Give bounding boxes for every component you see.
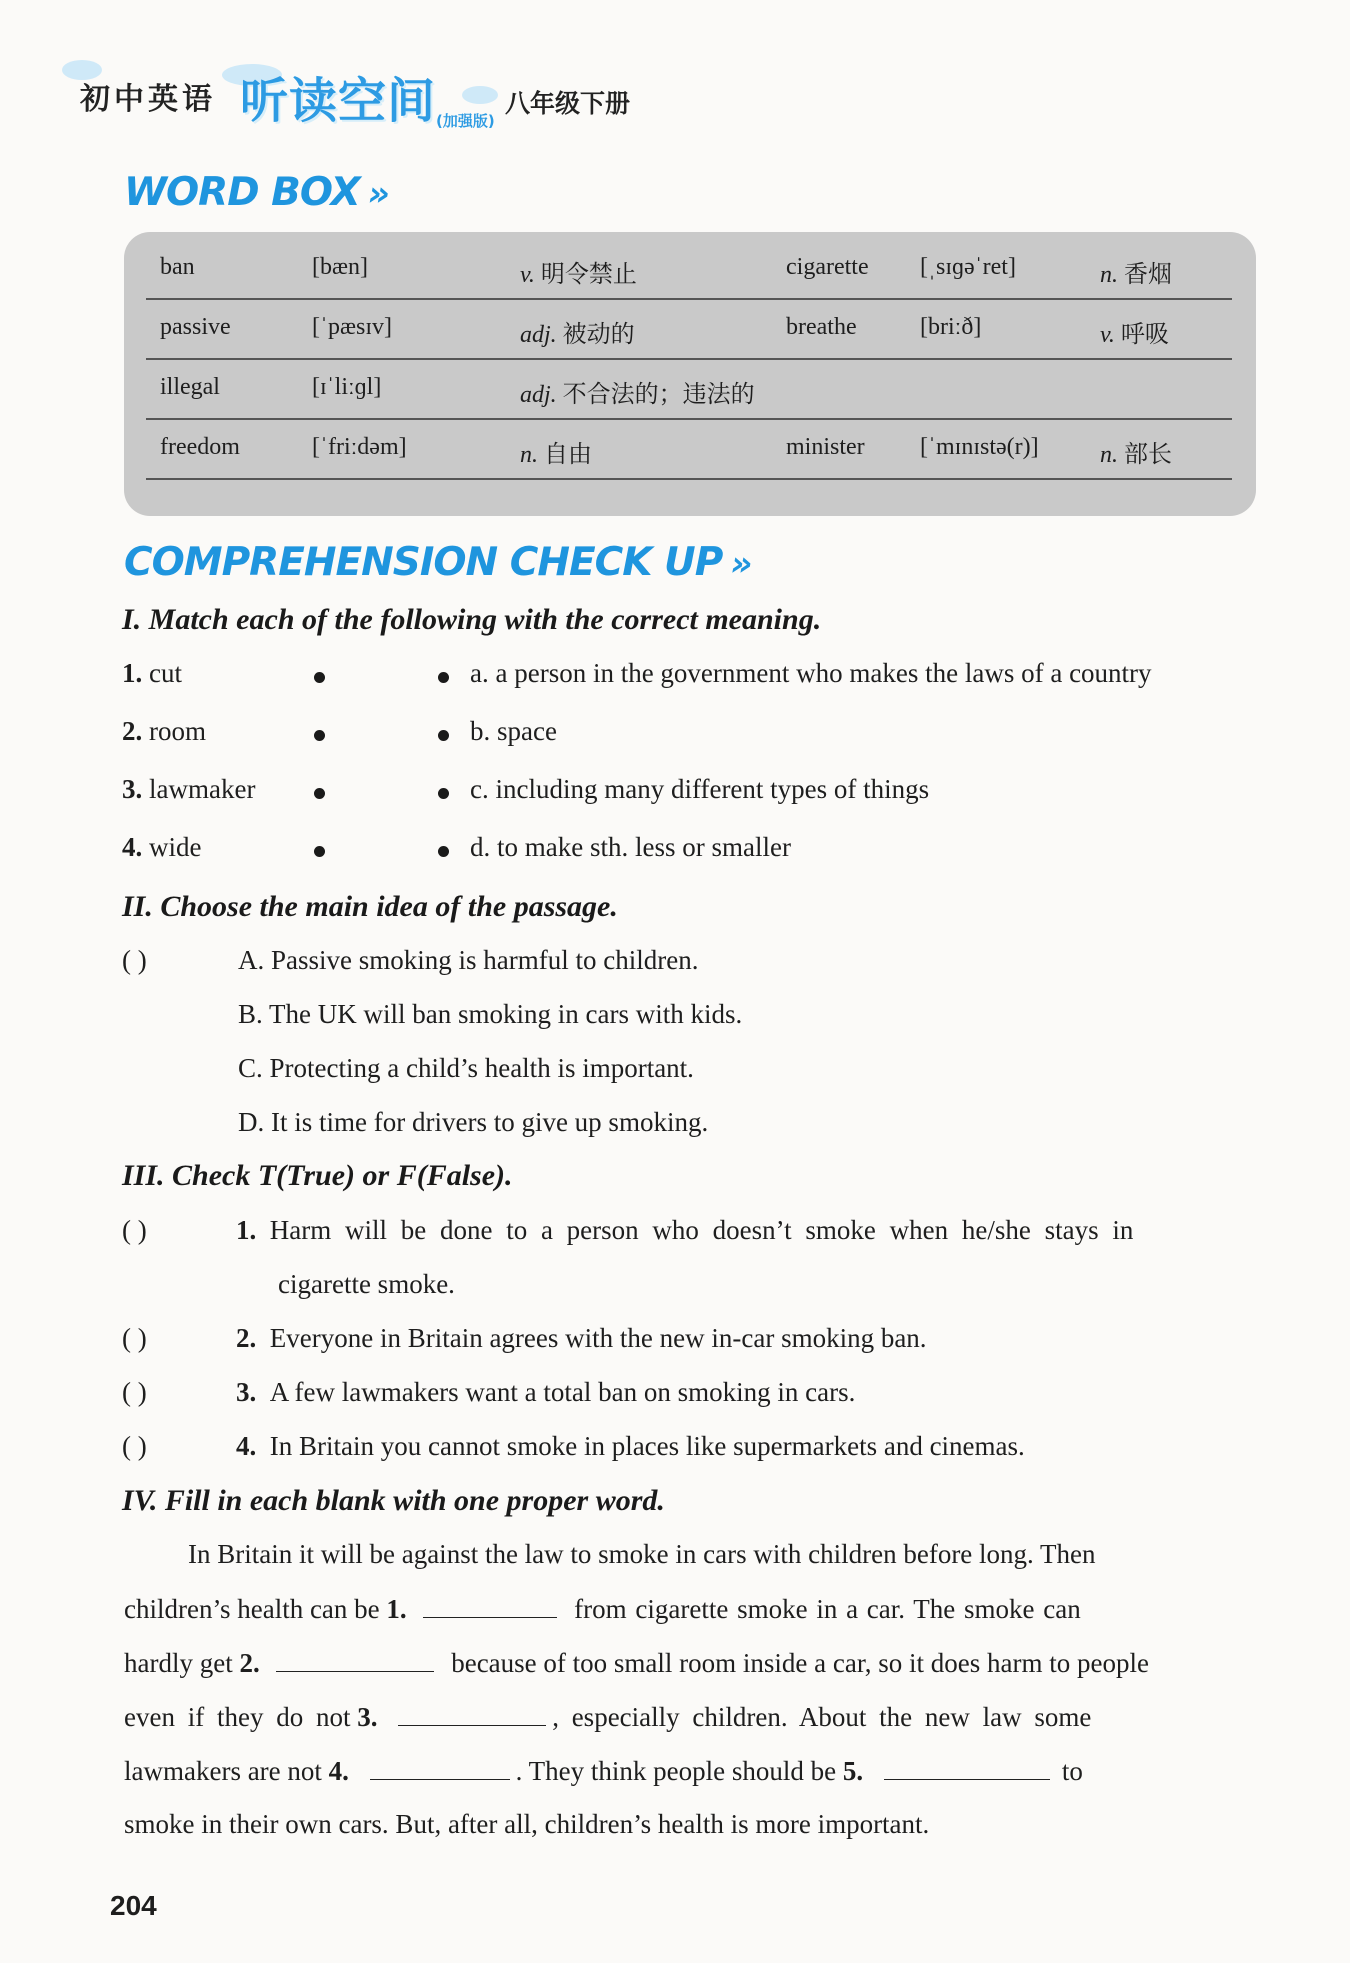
meaning: n. 自由 [520, 442, 592, 468]
exercise-4-heading: IV. Fill in each blank with one proper word. [122, 1484, 665, 1517]
brand-logo: 听读空间 [240, 73, 437, 129]
word-row [146, 420, 1232, 480]
match-left-item: 4. wide [122, 832, 202, 862]
choice-option: B. The UK will ban smoking in cars with kids. [238, 999, 743, 1029]
match-dot-left[interactable] [314, 730, 325, 741]
meaning: adj. 不合法的；违法的 [520, 382, 755, 408]
match-right-item: a. a person in the government who makes the laws of a country [470, 658, 1152, 688]
match-left-item: 2. room [122, 716, 206, 746]
passage-line: smoke in their own cars. But, after all, children’s health is more important. [124, 1809, 930, 1839]
match-left-item: 3. lawmaker [122, 774, 256, 804]
choice-option: D. It is time for drivers to give up smoking. [238, 1107, 709, 1137]
fill-blank-1[interactable] [423, 1593, 557, 1618]
word: passive [160, 314, 231, 340]
passage-line: hardly get 2. because of too small room inside a car, so it does harm to people [124, 1648, 1149, 1678]
fill-blank-3[interactable] [398, 1701, 546, 1726]
phonetic: [ˈfriːdəm] [312, 434, 407, 460]
meaning: n. 香烟 [1100, 262, 1172, 288]
match-dot-left[interactable] [314, 672, 325, 683]
phonetic: [briːð] [920, 314, 982, 340]
meaning: v. 明令禁止 [520, 262, 637, 288]
exercise-3-heading: III. Check T(True) or F(False). [122, 1159, 513, 1192]
match-left-item: 1. cut [122, 658, 182, 688]
passage-line: lawmakers are not 4. . They think people should be 5. to [124, 1756, 1083, 1786]
word: breathe [786, 314, 857, 340]
cloud-decoration [462, 86, 498, 104]
exercise-2-heading: II. Choose the main idea of the passage. [122, 890, 618, 923]
answer-bracket[interactable]: ( ) [122, 1431, 147, 1461]
grade-label: 八年级下册 [505, 89, 631, 118]
word: ban [160, 254, 195, 280]
choice-option: A. Passive smoking is harmful to children. [238, 945, 699, 975]
word: cigarette [786, 254, 869, 280]
match-dot-left[interactable] [314, 846, 325, 857]
fill-blank-5[interactable] [884, 1755, 1050, 1780]
word: minister [786, 434, 865, 460]
match-dot-right[interactable] [438, 846, 449, 857]
word-box [124, 232, 1256, 516]
passage-line: In Britain it will be against the law to smoke in cars with children before long. Then [188, 1539, 1096, 1569]
exercise-1-heading: I. Match each of the following with the correct meaning. [122, 603, 822, 636]
phonetic: [ɪˈliːɡl] [312, 374, 382, 400]
answer-bracket[interactable]: ( ) [122, 945, 147, 975]
word: freedom [160, 434, 240, 460]
true-false-item: 2. Everyone in Britain agrees with the new in-car smoking ban. [236, 1323, 927, 1353]
choice-option: C. Protecting a child’s health is important. [238, 1053, 694, 1083]
passage-line: even if they do not 3. , especially children. About the new law some [124, 1702, 1092, 1732]
match-right-item: b. space [470, 716, 557, 746]
answer-bracket[interactable]: ( ) [122, 1377, 147, 1407]
word-row [146, 240, 1232, 300]
match-dot-right[interactable] [438, 730, 449, 741]
word: illegal [160, 374, 220, 400]
passage-line: children’s health can be 1. from cigarette smoke in a car. The smoke can [124, 1594, 1081, 1624]
true-false-item: 1. Harm will be done to a person who doesn’t smoke when he/she stays in [236, 1215, 1134, 1245]
meaning: n. 部长 [1100, 442, 1172, 468]
word-row [146, 300, 1232, 360]
phonetic: [bæn] [312, 254, 368, 280]
match-dot-right[interactable] [438, 788, 449, 799]
phonetic: [ˈpæsɪv] [312, 314, 392, 340]
edition-label: (加强版) [436, 112, 495, 130]
answer-bracket[interactable]: ( ) [122, 1215, 147, 1245]
page-number: 204 [110, 1890, 157, 1921]
match-right-item: d. to make sth. less or smaller [470, 832, 791, 862]
meaning: adj. 被动的 [520, 322, 635, 348]
true-false-item: 3. A few lawmakers want a total ban on smoking in cars. [236, 1377, 856, 1407]
match-dot-right[interactable] [438, 672, 449, 683]
fill-blank-4[interactable] [370, 1755, 510, 1780]
word-row [146, 360, 1232, 420]
series-title: 初中英语 [80, 82, 216, 117]
fill-blank-2[interactable] [276, 1647, 434, 1672]
double-chevron-icon: » [730, 544, 752, 584]
phonetic: [ˈmɪnɪstə(r)] [920, 434, 1039, 460]
match-right-item: c. including many different types of things [470, 774, 930, 804]
meaning: v. 呼吸 [1100, 322, 1169, 348]
phonetic: [ˌsɪɡəˈret] [920, 254, 1016, 280]
answer-bracket[interactable]: ( ) [122, 1323, 147, 1353]
true-false-item: 4. In Britain you cannot smoke in places like supermarkets and cinemas. [236, 1431, 1025, 1461]
comprehension-heading: COMPREHENSION CHECK UP » [124, 540, 752, 585]
double-chevron-icon: » [367, 174, 389, 214]
word-box-heading: WORD BOX » [124, 170, 389, 215]
true-false-item-cont: cigarette smoke. [278, 1269, 455, 1299]
match-dot-left[interactable] [314, 788, 325, 799]
